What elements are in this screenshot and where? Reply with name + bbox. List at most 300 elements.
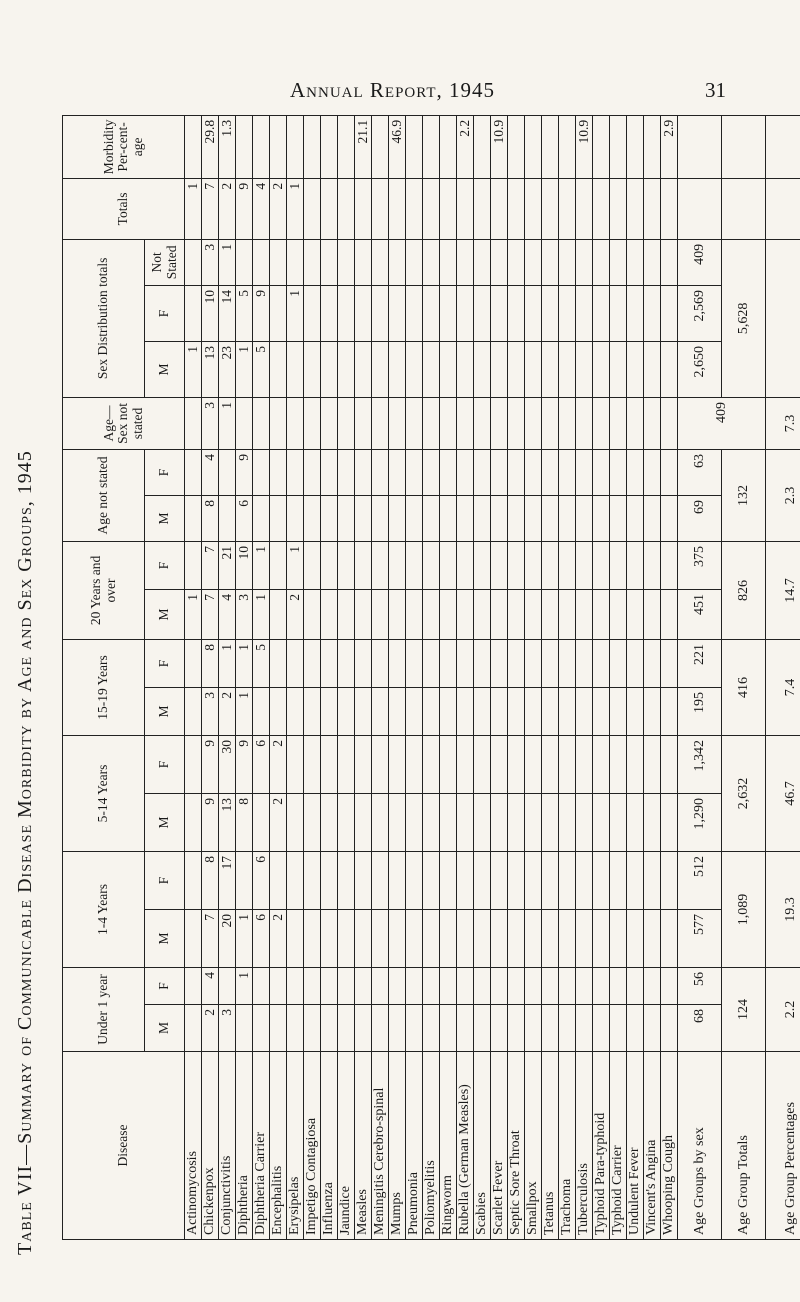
page-number: 31 xyxy=(705,78,726,102)
cell-value xyxy=(474,397,491,449)
cell-value xyxy=(253,397,270,449)
cell-value: 1 xyxy=(236,687,253,735)
cell-value xyxy=(627,285,644,341)
cell-value xyxy=(304,968,321,1005)
cell-value xyxy=(457,968,474,1005)
cell-value xyxy=(440,239,457,285)
cell-value xyxy=(542,397,559,449)
cell-value xyxy=(304,589,321,639)
cell-value: 1 xyxy=(253,589,270,639)
cell-value xyxy=(474,341,491,397)
cell-value: 21 xyxy=(219,541,236,589)
cell-value xyxy=(508,449,525,495)
cell-value xyxy=(457,495,474,541)
cell-value xyxy=(661,793,678,851)
cell-value xyxy=(355,910,372,968)
cell-value xyxy=(219,495,236,541)
cell-value xyxy=(474,687,491,735)
cell-value xyxy=(355,239,372,285)
cell-value xyxy=(474,910,491,968)
cell-value xyxy=(270,639,287,687)
disease-name: Ringworm xyxy=(440,1052,457,1240)
cell-value: 1 xyxy=(236,968,253,1005)
cell-value: 6 xyxy=(236,495,253,541)
cell-value xyxy=(593,178,610,239)
cell-value xyxy=(304,793,321,851)
table-title: Table VII—Summary of Communicable Disease Morbidity by Age and Sex Groups, 1945 xyxy=(14,450,36,1255)
cell-value xyxy=(559,285,576,341)
cell-value xyxy=(661,541,678,589)
header-m: M xyxy=(145,495,185,541)
cell-value: 3 xyxy=(202,397,219,449)
cell-value xyxy=(593,495,610,541)
cell-value xyxy=(185,735,202,793)
cell-value xyxy=(270,341,287,397)
cell-value: 69 xyxy=(678,495,722,541)
age-group-totals-row xyxy=(722,115,766,1239)
cell-value: 2 xyxy=(219,687,236,735)
cell-value xyxy=(270,285,287,341)
cell-value xyxy=(304,178,321,239)
cell-value xyxy=(627,115,644,178)
cell-value xyxy=(270,1005,287,1052)
cell-value xyxy=(610,589,627,639)
cell-value xyxy=(440,968,457,1005)
cell-value xyxy=(185,1005,202,1052)
cell-value: 3 xyxy=(236,589,253,639)
header-f: F xyxy=(145,449,185,495)
cell-value: 7 xyxy=(202,541,219,589)
cell-value xyxy=(491,495,508,541)
header-sex-distribution: Sex Distribution totals xyxy=(63,239,145,397)
cell-value xyxy=(661,449,678,495)
cell-value: 9 xyxy=(236,178,253,239)
header-age-sex-not-stated: Age—Sex not stated xyxy=(63,397,185,449)
cell-value xyxy=(525,639,542,687)
row-label: Age Groups by sex xyxy=(678,1052,722,1240)
cell-value xyxy=(287,968,304,1005)
cell-value: 2 xyxy=(287,589,304,639)
cell-value xyxy=(253,495,270,541)
cell-value xyxy=(372,851,389,909)
table-row xyxy=(457,115,474,1239)
table-row xyxy=(321,115,338,1239)
cell-value xyxy=(661,397,678,449)
cell-value xyxy=(593,449,610,495)
cell-value xyxy=(355,541,372,589)
cell-value xyxy=(491,793,508,851)
cell-value xyxy=(185,687,202,735)
cell-value xyxy=(185,851,202,909)
cell-value: 6 xyxy=(253,851,270,909)
cell-value: 409 xyxy=(678,239,722,285)
cell-value xyxy=(491,639,508,687)
cell-value xyxy=(627,1005,644,1052)
cell-value xyxy=(440,449,457,495)
cell-value xyxy=(185,910,202,968)
cell-value xyxy=(406,910,423,968)
cell-value xyxy=(542,968,559,1005)
cell-value: 23 xyxy=(219,341,236,397)
cell-value xyxy=(508,541,525,589)
cell-value xyxy=(270,589,287,639)
cell-value: 2 xyxy=(270,910,287,968)
cell-value xyxy=(389,735,406,793)
cell-value xyxy=(406,115,423,178)
cell-value xyxy=(661,851,678,909)
cell-value xyxy=(355,449,372,495)
cell-value xyxy=(355,639,372,687)
cell-value: 30 xyxy=(219,735,236,793)
table-row xyxy=(338,115,355,1239)
cell-value xyxy=(321,639,338,687)
cell-value xyxy=(525,687,542,735)
cell-value xyxy=(406,735,423,793)
cell-value xyxy=(389,589,406,639)
cell-value: 56 xyxy=(678,968,722,1005)
header-f: F xyxy=(145,968,185,1005)
cell-value xyxy=(338,1005,355,1052)
cell-value xyxy=(321,687,338,735)
cell-value xyxy=(661,687,678,735)
cell-value xyxy=(542,541,559,589)
cell-value xyxy=(644,449,661,495)
cell-value xyxy=(270,495,287,541)
table-row xyxy=(236,115,253,1239)
cell-value xyxy=(542,851,559,909)
cell-value xyxy=(593,735,610,793)
cell-value xyxy=(287,793,304,851)
cell-value xyxy=(355,178,372,239)
cell-value xyxy=(661,495,678,541)
cell-value xyxy=(185,449,202,495)
cell-value xyxy=(372,910,389,968)
disease-name: Chickenpox xyxy=(202,1052,219,1240)
disease-name: Scabies xyxy=(474,1052,491,1240)
cell-value xyxy=(457,793,474,851)
disease-name: Typhoid Carrier xyxy=(610,1052,627,1240)
cell-value xyxy=(474,735,491,793)
table-row xyxy=(219,115,236,1239)
cell-value xyxy=(627,449,644,495)
cell-value xyxy=(525,239,542,285)
cell-value xyxy=(423,341,440,397)
cell-value xyxy=(372,793,389,851)
cell-value xyxy=(627,397,644,449)
cell-value: 2,632 xyxy=(722,735,766,851)
cell-value xyxy=(525,115,542,178)
cell-value xyxy=(474,1005,491,1052)
cell-value xyxy=(355,851,372,909)
cell-value xyxy=(627,793,644,851)
cell-value: 1 xyxy=(287,178,304,239)
cell-value xyxy=(610,449,627,495)
cell-value xyxy=(508,178,525,239)
cell-value xyxy=(559,115,576,178)
cell-value xyxy=(406,449,423,495)
cell-value xyxy=(389,449,406,495)
cell-value: 375 xyxy=(678,541,722,589)
cell-value xyxy=(270,541,287,589)
cell-value xyxy=(389,639,406,687)
disease-name: Erysipelas xyxy=(287,1052,304,1240)
cell-value: 1 xyxy=(253,541,270,589)
cell-value: 3 xyxy=(202,239,219,285)
cell-value xyxy=(542,239,559,285)
cell-value xyxy=(576,397,593,449)
disease-name: Jaundice xyxy=(338,1052,355,1240)
cell-value xyxy=(304,449,321,495)
cell-value: 4 xyxy=(202,968,219,1005)
cell-value xyxy=(219,449,236,495)
table-row xyxy=(627,115,644,1239)
cell-value xyxy=(576,285,593,341)
cell-value xyxy=(644,239,661,285)
table-row xyxy=(508,115,525,1239)
cell-value xyxy=(474,851,491,909)
cell-value: 2.9 xyxy=(661,115,678,178)
table-row xyxy=(389,115,406,1239)
cell-value xyxy=(661,341,678,397)
cell-value: 5 xyxy=(253,341,270,397)
cell-value xyxy=(338,397,355,449)
cell-value xyxy=(627,239,644,285)
cell-value xyxy=(304,285,321,341)
empty-cell xyxy=(766,239,800,397)
header-20-over: 20 Years and over xyxy=(63,541,145,639)
cell-value: 1 xyxy=(185,589,202,639)
disease-name: Actinomycosis xyxy=(185,1052,202,1240)
summary-body xyxy=(678,115,800,1239)
cell-value xyxy=(661,639,678,687)
cell-value xyxy=(338,115,355,178)
cell-value xyxy=(559,495,576,541)
cell-value xyxy=(440,687,457,735)
cell-value xyxy=(355,687,372,735)
cell-value xyxy=(406,397,423,449)
cell-value: 1 xyxy=(185,341,202,397)
disease-name: Meningitis Cerebro-spinal xyxy=(372,1052,389,1240)
cell-value xyxy=(440,495,457,541)
cell-value xyxy=(270,397,287,449)
cell-value: 2 xyxy=(270,793,287,851)
header-morbidity-pct: Morbidity Per-cent-age xyxy=(63,115,185,178)
cell-value xyxy=(525,1005,542,1052)
morbidity-table xyxy=(62,115,800,1240)
cell-value xyxy=(576,1005,593,1052)
cell-value xyxy=(423,735,440,793)
cell-value xyxy=(423,178,440,239)
cell-value xyxy=(525,178,542,239)
cell-value xyxy=(287,910,304,968)
cell-value: 7 xyxy=(202,910,219,968)
cell-value xyxy=(287,495,304,541)
cell-value xyxy=(627,687,644,735)
cell-value xyxy=(338,178,355,239)
cell-value xyxy=(304,541,321,589)
header-m: M xyxy=(145,1005,185,1052)
cell-value xyxy=(610,541,627,589)
cell-value xyxy=(440,910,457,968)
cell-value xyxy=(627,735,644,793)
header-m: M xyxy=(145,341,185,397)
cell-value xyxy=(525,851,542,909)
cell-value: 1 xyxy=(185,178,202,239)
cell-value xyxy=(508,968,525,1005)
cell-value: 1 xyxy=(219,639,236,687)
cell-value xyxy=(610,1005,627,1052)
cell-value: 2,569 xyxy=(678,285,722,341)
cell-value xyxy=(185,239,202,285)
cell-value xyxy=(253,687,270,735)
table-row xyxy=(202,115,219,1239)
cell-value xyxy=(236,1005,253,1052)
cell-value xyxy=(661,910,678,968)
cell-value xyxy=(406,968,423,1005)
cell-value: 1 xyxy=(236,910,253,968)
cell-value xyxy=(457,178,474,239)
cell-value xyxy=(644,541,661,589)
cell-value xyxy=(321,541,338,589)
cell-value xyxy=(389,1005,406,1052)
cell-value xyxy=(525,341,542,397)
cell-value xyxy=(593,239,610,285)
cell-value xyxy=(474,793,491,851)
cell-value xyxy=(559,910,576,968)
header-f: F xyxy=(145,851,185,909)
cell-value xyxy=(423,449,440,495)
header-15-19: 15-19 Years xyxy=(63,639,145,735)
cell-value xyxy=(542,735,559,793)
cell-value xyxy=(542,115,559,178)
cell-value xyxy=(440,1005,457,1052)
cell-value xyxy=(457,589,474,639)
cell-value xyxy=(559,589,576,639)
cell-value xyxy=(440,735,457,793)
cell-value xyxy=(661,239,678,285)
cell-value: 63 xyxy=(678,449,722,495)
page-title: Annual Report, 1945 xyxy=(290,78,496,102)
header-f: F xyxy=(145,541,185,589)
cell-value xyxy=(491,1005,508,1052)
cell-value xyxy=(389,397,406,449)
age-groups-by-sex-row xyxy=(678,115,722,1239)
cell-value xyxy=(355,793,372,851)
cell-value xyxy=(355,589,372,639)
cell-value xyxy=(372,239,389,285)
cell-value xyxy=(389,239,406,285)
cell-value xyxy=(610,239,627,285)
cell-value: 7 xyxy=(202,589,219,639)
cell-value: 1,290 xyxy=(678,793,722,851)
cell-value xyxy=(525,495,542,541)
cell-value xyxy=(423,589,440,639)
cell-value xyxy=(593,589,610,639)
cell-value xyxy=(423,910,440,968)
cell-value xyxy=(491,341,508,397)
cell-value xyxy=(457,449,474,495)
cell-value xyxy=(491,735,508,793)
cell-value: 512 xyxy=(678,851,722,909)
header-age-not-stated: Age not stated xyxy=(63,449,145,541)
cell-value xyxy=(253,968,270,1005)
cell-value xyxy=(508,735,525,793)
cell-value xyxy=(661,1005,678,1052)
cell-value xyxy=(644,910,661,968)
cell-value xyxy=(593,639,610,687)
cell-value xyxy=(542,589,559,639)
cell-value xyxy=(644,639,661,687)
cell-value xyxy=(593,397,610,449)
cell-value xyxy=(270,687,287,735)
cell-value xyxy=(576,793,593,851)
disease-name: Whooping Cough xyxy=(661,1052,678,1240)
cell-value: 9 xyxy=(236,735,253,793)
cell-value xyxy=(542,1005,559,1052)
cell-value xyxy=(525,397,542,449)
cell-value xyxy=(389,541,406,589)
disease-name: Mumps xyxy=(389,1052,406,1240)
cell-value: 416 xyxy=(722,639,766,735)
cell-value xyxy=(508,495,525,541)
cell-value: 13 xyxy=(202,341,219,397)
cell-value: 5 xyxy=(236,285,253,341)
cell-value: 1 xyxy=(236,639,253,687)
disease-name: Diphtheria xyxy=(236,1052,253,1240)
cell-value xyxy=(406,178,423,239)
cell-value xyxy=(253,449,270,495)
cell-value: 8 xyxy=(202,851,219,909)
cell-value: 20 xyxy=(219,910,236,968)
cell-value: 1 xyxy=(219,239,236,285)
cell-value xyxy=(457,851,474,909)
cell-value xyxy=(610,115,627,178)
cell-value xyxy=(491,178,508,239)
cell-value xyxy=(627,541,644,589)
cell-value xyxy=(338,851,355,909)
cell-value xyxy=(321,178,338,239)
cell-value xyxy=(508,910,525,968)
cell-value xyxy=(593,793,610,851)
cell-value xyxy=(406,239,423,285)
cell-value: 4 xyxy=(253,178,270,239)
cell-value xyxy=(525,910,542,968)
cell-value xyxy=(304,735,321,793)
cell-value xyxy=(372,341,389,397)
cell-value xyxy=(525,285,542,341)
cell-value xyxy=(338,639,355,687)
cell-value xyxy=(338,239,355,285)
cell-value: 10 xyxy=(236,541,253,589)
cell-value xyxy=(287,397,304,449)
cell-value xyxy=(474,639,491,687)
cell-value xyxy=(542,285,559,341)
cell-value xyxy=(593,115,610,178)
cell-value xyxy=(406,589,423,639)
cell-value xyxy=(287,639,304,687)
cell-value xyxy=(644,735,661,793)
cell-value xyxy=(321,341,338,397)
cell-value xyxy=(542,910,559,968)
table-row xyxy=(406,115,423,1239)
cell-value xyxy=(542,793,559,851)
cell-value: 2 xyxy=(202,1005,219,1052)
disease-name: Poliomyelitis xyxy=(423,1052,440,1240)
cell-value: 13 xyxy=(219,793,236,851)
cell-value xyxy=(372,968,389,1005)
cell-value xyxy=(406,541,423,589)
cell-value: 124 xyxy=(722,968,766,1052)
